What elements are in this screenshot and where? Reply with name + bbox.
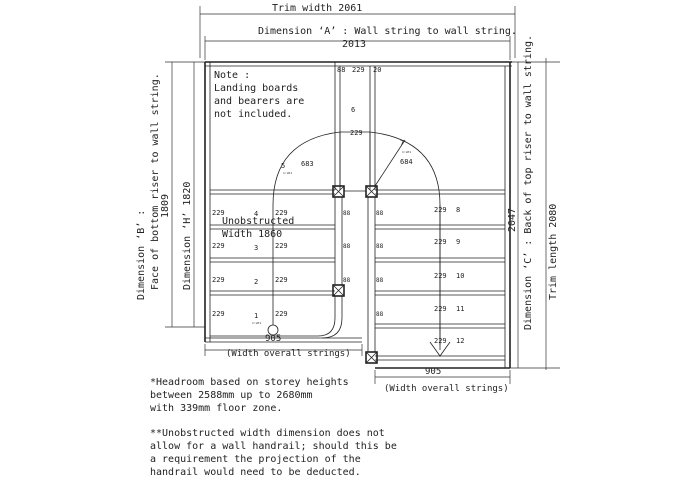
- newel-posts: [333, 186, 377, 363]
- left-flight-treads: [210, 190, 335, 295]
- svg-text:229: 229: [212, 209, 225, 217]
- svg-text:88: 88: [343, 243, 351, 250]
- svg-text:20: 20: [373, 66, 382, 74]
- svg-text:12: 12: [456, 337, 465, 345]
- svg-text:229: 229: [275, 310, 288, 318]
- svg-text:229: 229: [434, 206, 447, 214]
- right-overall-width: [375, 367, 510, 394]
- dimension-c-value: 2047: [507, 207, 518, 232]
- svg-text:229: 229: [275, 209, 288, 217]
- svg-text:229: 229: [434, 337, 447, 345]
- svg-text:2: 2: [254, 278, 259, 286]
- svg-text:229: 229: [212, 276, 225, 284]
- svg-text:229: 229: [275, 276, 288, 284]
- svg-text:229: 229: [212, 242, 225, 250]
- dimension-c-line1: Dimension ‘C’ : Back of top riser to wall string.: [523, 34, 534, 330]
- trim-length-dimension: [546, 58, 559, 370]
- winder-lines: [340, 132, 405, 186]
- svg-text:a requirement the projection o: a requirement the projection of the: [150, 454, 361, 465]
- svg-text:1:LH1: 1:LH1: [283, 171, 293, 175]
- trim-width-label: Trim width 2061: [272, 3, 363, 14]
- svg-text:229: 229: [434, 305, 447, 313]
- right-width-label: (Width overall strings): [384, 384, 509, 394]
- svg-text:1:LH1: 1:LH1: [402, 150, 412, 154]
- dimension-b: [136, 62, 205, 327]
- svg-text:229: 229: [350, 129, 363, 137]
- winder-5-value: 683: [301, 160, 314, 168]
- dimension-b-value: 1809: [160, 193, 171, 218]
- svg-text:**Unobstructed width dimension: **Unobstructed width dimension does not: [150, 428, 385, 439]
- note-block: [214, 70, 304, 120]
- svg-text:88: 88: [376, 243, 384, 250]
- footnote-headroom: [150, 377, 349, 414]
- left-width-value: 905: [265, 334, 282, 344]
- svg-text:88: 88: [337, 66, 346, 74]
- svg-text:11: 11: [456, 305, 465, 313]
- note-line-2: and bearers are: [214, 96, 305, 107]
- dimension-b-line2: Face of bottom riser to wall string.: [150, 73, 161, 290]
- footnote-unobstructed: [150, 428, 397, 477]
- dimension-b-line1: Dimension ‘B’ :: [136, 209, 147, 300]
- note-line-3: not included.: [214, 109, 293, 120]
- svg-text:3: 3: [254, 244, 259, 252]
- svg-text:*Headroom based on storey heig: *Headroom based on storey heights: [150, 377, 349, 388]
- unobstructed-label: Unobstructed: [222, 216, 295, 227]
- dimension-c: [507, 35, 560, 368]
- right-width-value: 905: [425, 367, 442, 377]
- winder-5-number: 5: [281, 162, 286, 170]
- svg-text:88: 88: [376, 210, 384, 217]
- svg-text:229: 229: [212, 310, 225, 318]
- dimension-h: [182, 62, 194, 327]
- trim-length-label: Trim length 2080: [548, 203, 559, 300]
- svg-text:229: 229: [352, 66, 365, 74]
- dimension-h-label: Dimension ‘H’ 1820: [182, 181, 193, 290]
- winder-7-number: 7: [400, 139, 405, 147]
- svg-text:1: 1: [254, 312, 259, 320]
- svg-text:88: 88: [343, 277, 351, 284]
- svg-text:10: 10: [456, 272, 465, 280]
- svg-text:allow for a wall handrail; sho: allow for a wall handrail; should this be: [150, 441, 397, 452]
- svg-text:88: 88: [376, 277, 384, 284]
- direction-arrow: [430, 205, 450, 356]
- svg-text:4: 4: [254, 210, 259, 218]
- svg-text:229: 229: [275, 242, 288, 250]
- svg-text:8: 8: [456, 206, 461, 214]
- left-width-label: (Width overall strings): [226, 349, 351, 359]
- dimension-a: [205, 26, 517, 60]
- winder-6-number: 6: [351, 106, 356, 114]
- svg-text:1:LH1: 1:LH1: [252, 321, 262, 325]
- winder-arc: [273, 132, 440, 345]
- unobstructed-width: [222, 216, 294, 240]
- winder-7-value: 684: [400, 158, 413, 166]
- svg-text:88: 88: [376, 311, 384, 318]
- svg-text:between 2588mm up to 2680mm: between 2588mm up to 2680mm: [150, 390, 313, 401]
- svg-text:229: 229: [434, 272, 447, 280]
- svg-text:9: 9: [456, 238, 461, 246]
- svg-text:handrail would need to be dedu: handrail would need to be deducted.: [150, 467, 361, 477]
- dimension-a-value: 2013: [342, 39, 367, 50]
- note-title: Note :: [214, 70, 251, 81]
- unobstructed-value: Width 1860: [222, 229, 283, 240]
- svg-text:88: 88: [343, 210, 351, 217]
- svg-text:229: 229: [434, 238, 447, 246]
- note-line-1: Landing boards: [214, 83, 299, 94]
- svg-text:with 339mm floor zone.: with 339mm floor zone.: [150, 403, 283, 414]
- dimension-a-label: Dimension ‘A’ : Wall string to wall string.: [258, 26, 517, 37]
